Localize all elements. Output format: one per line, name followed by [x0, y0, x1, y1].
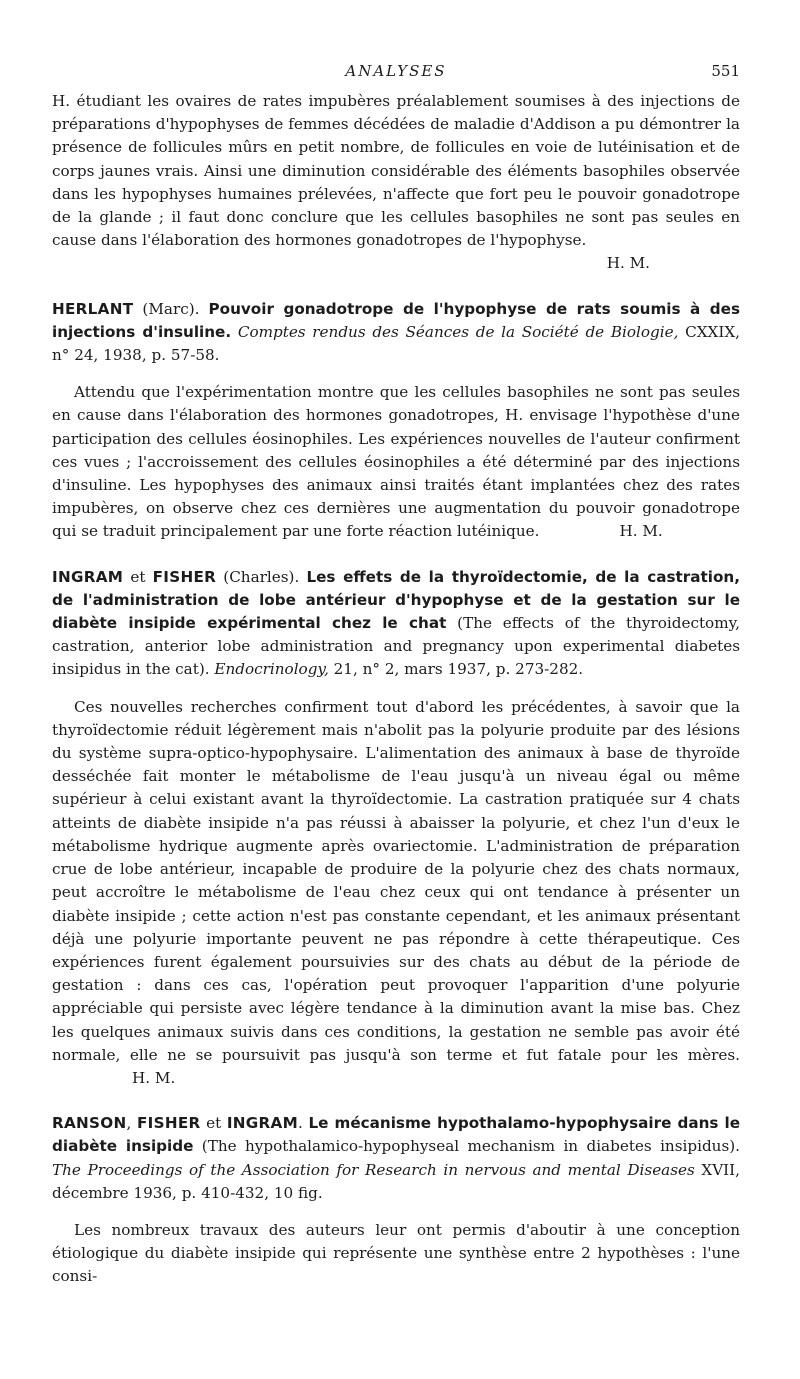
journal-name: Endocrinology,: [214, 660, 329, 679]
abstract-text: Ces nouvelles recherches confirment tout d'abord les précédentes, à savoir que la thyroïdectomie réduit légèrement mais n'abolit pas la polyurie produite par des lésions du système supra-optico-hypophysaire. L'alimentation des animaux à base de thyroïde desséchée fait monter le métabolisme de l'eau jusqu'à un niveau égal ou même supérieur à celui existant avant la thyroïdectomie. La castration pratiquée sur 4 chats atteints de diabète insipide n'a pas réussi à abaisser la polyurie, et chez l'un d'eux le métabolisme hydrique augmente après ovariectomie. L'administration de préparation crue de lobe antérieur, incapable de produire de la polyurie chez des chats normaux, peut accroître le métabolisme de l'eau chez ceux qui ont tendance à présenter un diabète insipide ; cette action n'est pas constante cependant, et les animaux présentant déjà une polyurie importante peuvent ne pas répondre à cette thérapeutique. Ces expériences furent également poursuivies sur des chats au début de la période de gestation : dans ces cas, l'opération peut provoquer l'apparition d'une polyurie appréciable qui persiste avec légère tendance à la diminution avant la mise bas. Chez les quelques animaux suivis dans ces conditions, la gestation ne semble pas avoir été normale, elle ne se poursuivit pas jusqu'à son terme et fut fatale pour les mères.: [52, 697, 740, 1064]
abstract-signature: H. M.: [132, 1068, 176, 1087]
page-number: 551: [711, 62, 740, 80]
article-title: Pouvoir gonadotrope de l'hypophyse de rats soumis à des injections d'insuline.: [52, 299, 740, 341]
author-name: FISHER: [152, 567, 217, 586]
entry-heading: [52, 566, 740, 682]
running-title: ANALYSES: [345, 62, 447, 80]
journal-page: [52, 62, 740, 1289]
abstract-entry-ingram-fisher: [52, 566, 740, 1090]
abstract-entry-herlant: [52, 298, 740, 544]
abstract-signature: H. M.: [619, 522, 663, 541]
page-header: [52, 62, 740, 90]
english-title: (The hypothalamico-hypophyseal mechanism in diabetes insipidus).: [193, 1137, 740, 1156]
abstract-body: Les nombreux travaux des auteurs leur ont permis d'aboutir à une conception étiologique du diabète insipide qui représente une synthèse entre 2 hypothèses : l'une consi-: [52, 1220, 740, 1286]
intro-paragraph: H. étudiant les ovaires de rates impubères préalablement soumises à des injections de préparations d'hypophyses de femmes décédées de maladie d'Addison a pu démontrer la présence de follicules mûrs en petit nombre, de follicules en voie de lutéinisation et de corps jaunes vrais. Ainsi une diminution considérable des éléments basophiles observée dans les hypophyses humaines prélevées, n'affecte que fort peu le pouvoir gonadotrope de la glande ; il faut donc conclure que les cellules basophiles ne sont pas seules en cause dans l'élaboration des hormones gonadotropes de l'hypophyse.: [52, 92, 740, 250]
author-separator: .: [298, 1114, 309, 1133]
author-separator: et: [200, 1114, 227, 1133]
abstract-body: [52, 381, 740, 543]
citation-details: 21, n° 2, mars 1937, p. 273-282.: [328, 660, 584, 679]
abstract-body: [52, 696, 740, 1090]
citation-details: CXXIX, n° 24, 1938, p. 57-58.: [52, 322, 740, 365]
entry-heading: [52, 1112, 740, 1205]
author-name: INGRAM: [226, 1114, 299, 1133]
article-title: Le mécanisme hypothalamo-hypophysaire dans le diabète insipide: [52, 1114, 740, 1156]
abstract-text: Attendu que l'expérimentation montre que les cellules basophiles ne sont pas seules en cause dans l'élaboration des hormones gonadotropes, H. envisage l'hypothèse d'une participation des cellules éosinophiles. Les expériences nouvelles de l'auteur confirment ces vues ; l'accroissement des cellules éosinophiles a été déterminé par des injections d'insuline. Les hypophyses des animaux ainsi traités étant implantées chez des rates impubères, on observe chez ces dernières une augmentation du pouvoir gonadotrope qui se traduit principalement par une forte réaction lutéinique.: [52, 383, 740, 541]
intro-signature: H. M.: [606, 254, 650, 273]
author-name: RANSON: [52, 1114, 127, 1133]
english-title: (The effects of the thyroidectomy, castration, anterior lobe administration and pregnancy upon experimental diabetes insipidus in the cat).: [52, 614, 740, 679]
citation-details: XVII, décembre 1936, p. 410-432, 10 fig.: [52, 1160, 740, 1202]
author-firstname: (Marc).: [133, 299, 209, 318]
journal-name: Comptes rendus des Séances de la Société de Biologie,: [237, 322, 679, 341]
author-name: FISHER: [136, 1114, 201, 1133]
entry-heading: [52, 298, 740, 368]
article-title: Les effets de la thyroïdectomie, de la castration, de l'administration de lobe antérieur d'hypophyse et de la gestation sur le diabète insipide expérimental chez le chat: [52, 567, 740, 633]
journal-name: The Proceedings of the Association for Research in nervous and mental Diseases: [52, 1160, 695, 1179]
author-name: INGRAM: [52, 567, 124, 586]
author-separator: et: [123, 567, 153, 586]
author-separator: ,: [126, 1114, 137, 1133]
abstract-entry-ranson: [52, 1112, 740, 1288]
author-firstname: (Charles).: [216, 567, 307, 586]
author-name: HERLANT: [52, 299, 134, 318]
